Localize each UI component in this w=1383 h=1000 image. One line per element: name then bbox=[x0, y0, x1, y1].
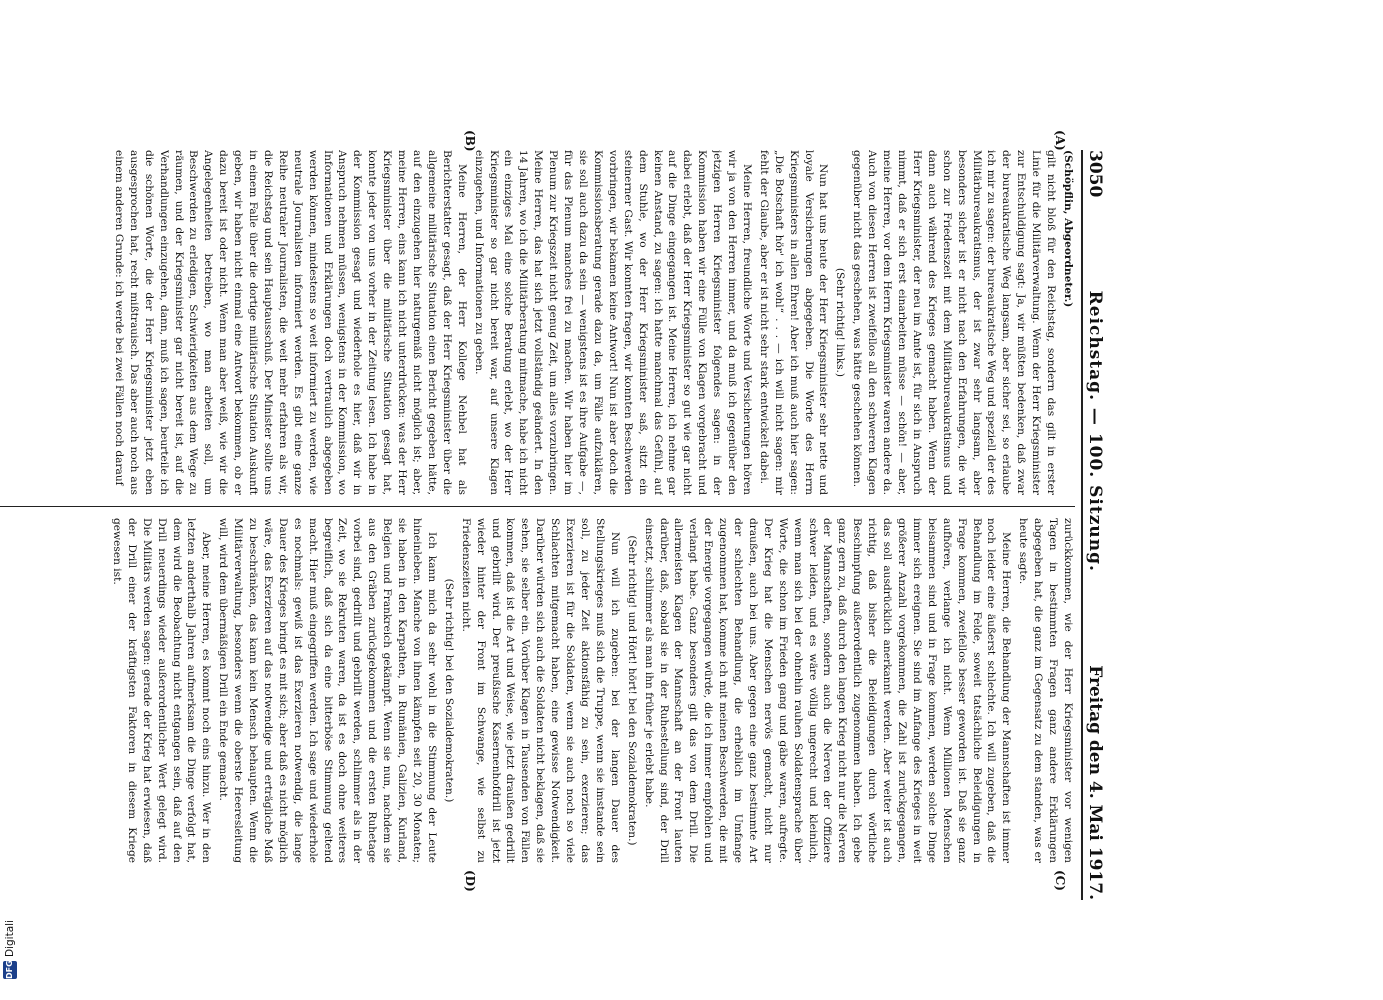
paragraph: Nun will ich zugeben: bei der langen Dauer des Stellungskrieges muß sich die Truppe, wenn sie imstande sein soll, zu jeder Zeit aktionsfähig zu sein, exerzieren; das Exerzieren ist für die Soldaten, wenn sie auch noch so viele Schlachten mitgemacht haben, eine gewisse Notwendigkeit. Darüber würden sich auch die Soldaten nicht beklagen, daß sie sehen, sie selber ein. Vorüber Klagen in Tausenden von Fällen kommen, daß ist die Art und Weise, wie jetzt draußen gedrillt und gebrillt wird. Der preußische Kasernenhofdrill ist jetzt wieder hinter der Front im Schwange, wie selbst zu Friedenszeiten nicht. bbox=[459, 518, 621, 863]
speaker-line: (Schöpflin, Abgeordneter.) bbox=[1062, 150, 1074, 308]
dfg-logo: DFG bbox=[3, 961, 17, 979]
interjection: (Sehr richtig! links.) bbox=[834, 267, 847, 378]
document-page bbox=[0, 80, 1127, 920]
paragraph: Meine Herren, die Behandlung der Mannschaften ist immer noch leider eine äußerst schlechte. Ich will zugeben, daß die Behandlung im Felde, soweit tatsächliche Beleidigungen in Frage kommen, zweifellos besser geworden ist. Daß sie ganz aufhören, verlange ich nicht. Wenn Millionen Menschen beisammen sind und in Frage kommen, werden solche Dinge immer sich ereignen. Sie sind im Anfange des Krieges in weit größerer Anzahl vorgekommen, die Zahl ist zurückgegangen, das soll ausdrücklich anerkannt werden. Aber weiter ist auch richtig, daß bisher die Beleidigungen durch wörtliche Beschimpfung außerordentlich zugenommen haben. Ich gebe ganz gern zu, daß durch den langen Krieg nicht nur die Nerven der Mannschaften, sondern auch die Nerven der Offiziere schwer leiden, und es wäre völlig ungerecht und kleinlich, wenn man sich bei der ohnehin rauhen Soldatensprache über Worte, die schon im Frieden gang und gäbe waren, aufregte. Der Krieg hat die Menschen nervös gemacht, nicht nur draußen, auch bei uns. Aber gegen eine ganz bestimmte Art der schlechten Behandlung, die erheblich im Umfange zugenommen hat, komme ich mit meinen Beschwerden, die mit der Energie vorgegangen würde, die ich immer empfohlen und verlangt habe. Ganz besonders gilt das von dem Drill. Die allermeisten Klagen der Mannschaft an der Front lauten darüber, daß, sobald sie in der Ruhestellung sind, der Drill einsetzt, schlimmer als man ihn früher je erlebt habe. bbox=[642, 518, 1013, 863]
paragraph: Aber, meine Herren, es kommt noch eins hinzu. Wer in den letzten anderthalb Jahren aufmerksam die Dinge verfolgt hat, dem wird die Beobachtung nicht entgangen sein, daß auf den Drill neuerdings wieder außerordentlicher Wert gelegt wird. Die Militärs werden sagen: gerade der Krieg hat erwiesen, daß der Drill einer der kräftigsten Faktoren in diesem Kriege gewesen ist. bbox=[110, 518, 213, 863]
margin-marker-d: (D) bbox=[463, 870, 477, 892]
margin-marker-c: (C) bbox=[1053, 870, 1067, 891]
interjection: (Sehr richtig! und Hört! hört! bei den Sozialdemokraten.) bbox=[625, 535, 638, 846]
paragraph: Meine Herren, der Herr Kollege Nehbel hat als Berichterstatter gesagt, daß der Herr Kriegsminister über die allgemeine militärische Situation einen Bericht gegeben hätte, auf den einzugehen hier naturgemäß nicht möglich ist; aber, meine Herren, eins kann ich nicht unterdrücken: was der Herr Kriegsminister über die militärische Situation gesagt hat, konnte jeder von uns vorher in der Zeitung lesen. Ich habe in der Kommission gesagt und wiederhole es hier, daß wir in Anspruch nehmen müssen, wenigstens in der Kommission, wo Informationen und Erklärungen doch vertraulich abgegeben werden können, mindestens so weit informiert zu werden, wie neutrale Journalisten informiert werden. Es gibt eine ganze Reihe neutraler Journalisten, die weit mehr erfahren als wir, die Reichstag und sein Hauptausschuß. Der Minister sollte uns in einem Falle über die dortige militärische Situation Auskunft geben, wir haben nicht einmal eine Antwort bekommen, ob er dazu bereit ist oder nicht. Wenn man aber weiß, wie wir die Angelegenheiten betreiben, wo man arbeiten soll, um Beschwerden zu erledigen, Schwierigkeiten aus dem Wege zu räumen, und der Kriegsminister gar nicht bereit ist, auf die Verhandlungen einzugehen, dann, muß ich sagen, beurteile ich die schönen Worte, die der Herr Kriegsminister jetzt eben ausgesprochen hat, recht mißtrauisch. Das aber auch noch aus einem anderen Grunde: ich werde bei zwei Fällen noch darauf bbox=[112, 150, 468, 495]
session-title: Reichstag. — 100. Sitzung. bbox=[1085, 290, 1105, 572]
paragraph: Meine Herren, freundliche Worte und Versicherungen hören wir ja von den Herren immer, und da muß ich gegenüber den jetzigen Herren Kriegsminister folgendes sagen: in der Kommission haben wir eine Fülle von Klagen vorgebracht und dabei erlebt, daß der Herr Kriegsminister so gut wie gar nicht auf die Dinge eingegangen ist. Meine Herren, ich nehme gar keinen Anstand, zu sagen: ich hatte manchmal das Gefühl, auf dem Stuhle, wo der Herr Kriegsminister saß, sitzt ein steinerner Gast. Wir konnten fragen, wir konnten Beschwerden vorbringen, wir bekamen keine Antwort! Nun ist aber doch die Kommissionsberatung gerade dazu da, um Fälle aufzuklären, sie soll auch dazu da sein — wenigstens ist es ihre Aufgabe —, für das Plenum manches frei zu machen. Wir haben hier im Plenum zur Kriegszeit nicht genug Zeit, um alles vorzubringen. Meine Herren, das hat sich jetzt vollständig geändert. In den 14 Jahren, wo ich die Militärberatung mitmache, habe ich nicht ein einziges Mal eine solche Beratung erlebt, wo der Herr Kriegsminister so gar nicht bereit war, auf unsere Klagen einzugehen, und Informationen zu geben. bbox=[472, 150, 753, 495]
paragraph: Nun hat uns heute der Herr Kriegsminister sehr nette und loyale Versicherungen abgegeben. Die Worte des Herrn Kriegsministers in allen Ehren! Aber ich muß auch hier sagen: „Die Botschaft hör' ich wohl“ . . . — ich will nicht sagen: mir fehlt der Glaube, aber er ist nicht sehr stark entwickelt dabei. bbox=[757, 150, 830, 495]
column-divider bbox=[0, 506, 1075, 507]
page-header bbox=[1081, 150, 1107, 900]
paragraph: Ich kann mich da sehr wohl in die Stimmung der Leute hineinleben. Manche von ihnen kämpfen seit 20, 30 Monaten; sie haben in den Karpathen, in Rumänien, Galizien, Kurland, Belgien und Frankreich gekämpft. Wenn sie nun, nachdem sie aus den Gräben zurückgekommen und die ersten Ruhetage vorbei sind, gedrillt und gebrillt werden, schlimmer als in der Zeit, wo sie Rekruten waren, da ist es doch ohne weiteres begreiflich, daß sich da eine bitterböse Stimmung geltend macht. Hier muß eingegriffen werden. Ich sage und wiederhole es nochmals: gewiß ist das Exerzieren notwendig, die lange Dauer des Krieges bringt es mit sich; aber daß es nicht möglich wäre, das Exerzieren auf das notwendige und erträgliche Maß zu beschränken, das kann kein Mensch behaupten. Wenn die Militärverwaltung, besonders wenn die oberste Heeresleitung will, wird dem übermäßigen Drill ein Ende gemacht. bbox=[217, 518, 438, 863]
session-date: Freitag den 4. Mai 1917. bbox=[1085, 665, 1105, 900]
paragraph: gilt nicht bloß für den Reichstag, sondern das gilt in erster Linie für die Militärverwaltung. Wenn der Herr Kriegsminister zur Entschuldigung sagt: Ja, wir müßten bedenken, daß zwar der bureaukratische Weg langsam, aber sicher sei, so erlaube ich mir zu sagen: der bureaukratische Weg und speziell der des Militärbureaukratismus, der ist zwar sehr langsam, aber besonders sicher ist er nicht nach den Erfahrungen, die wir schon zur Friedenszeit mit dem Militärbureaukratismus und dann auch während des Krieges gemacht haben. Wenn der Herr Kriegsminister, der neu im Amte ist, für sich in Anspruch nimmt, daß er sich erst einarbeiten müsse — schön! — aber, meine Herren, vor dem Herrn Kriegsminister waren andere da. Auch von diesen Herren ist zweifellos all den schweren Klagen gegenüber nicht das geschehen, was hätte geschehen können. bbox=[851, 150, 1058, 495]
left-column bbox=[0, 150, 1075, 495]
margin-marker-a: (A) bbox=[1053, 130, 1067, 151]
margin-marker-b: (B) bbox=[463, 130, 477, 152]
paragraph: zurückkommen, wie der Herr Kriegsminister vor wenigen Tagen in bestimmten Fragen ganz andere Erklärungen abgegeben hat, die ganz im Gegensatz zu dem standen, was er heute sagte. bbox=[1017, 518, 1074, 863]
page-number: 3050 bbox=[1085, 150, 1105, 198]
interjection: (Sehr richtig! bei den Sozialdemokraten.) bbox=[442, 578, 455, 803]
right-column bbox=[0, 518, 1075, 863]
